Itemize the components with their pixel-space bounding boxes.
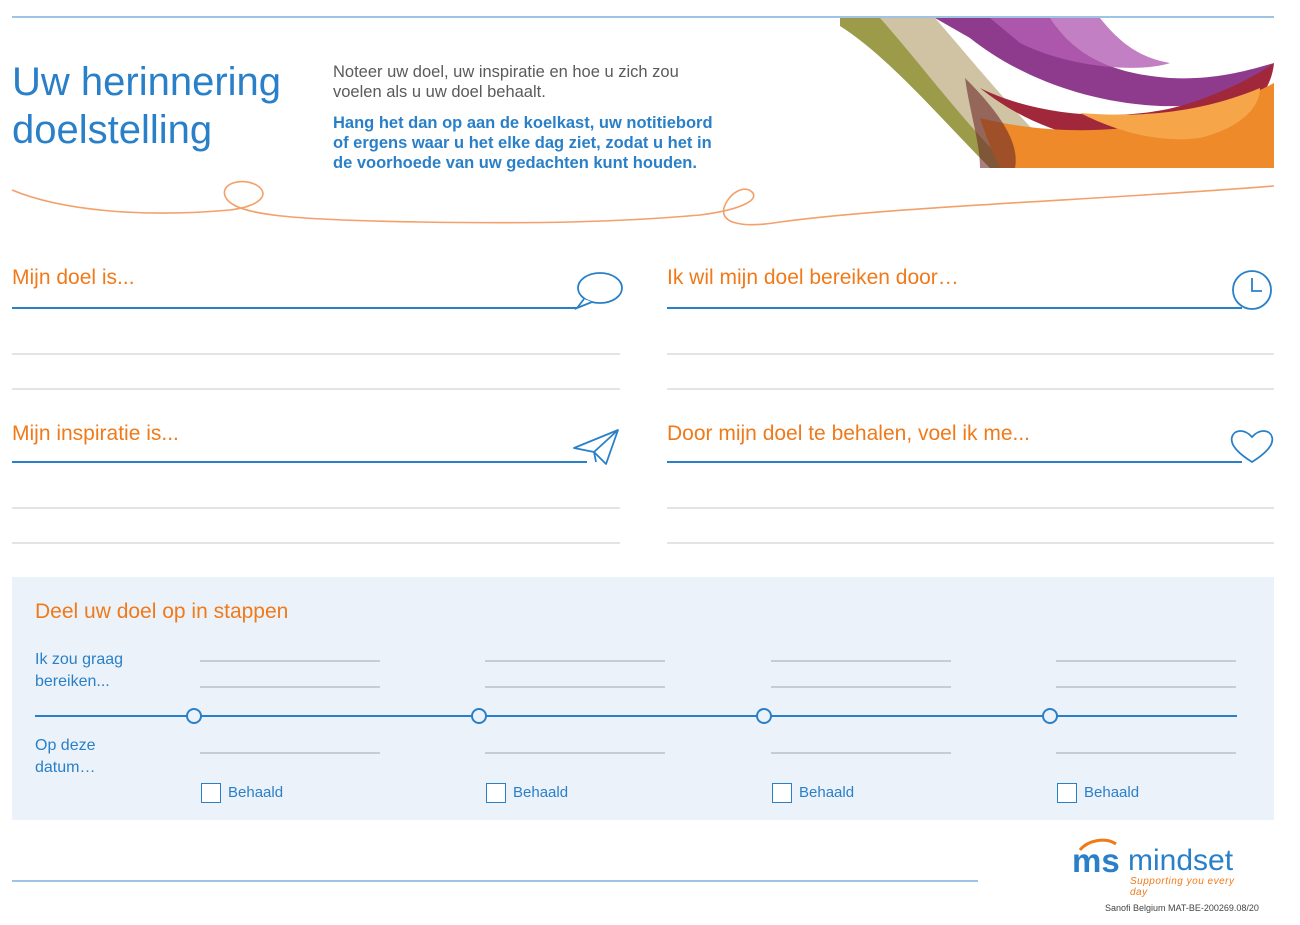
emphasis-line-2: of ergens waar u het elke dag ziet, zodat u het in bbox=[333, 134, 712, 152]
logo-short: ms bbox=[1072, 842, 1120, 879]
paper-plane-icon bbox=[570, 424, 622, 468]
feeling-write-line-2[interactable] bbox=[667, 542, 1274, 544]
step-2-goal-line-1[interactable] bbox=[485, 660, 665, 662]
step-1-goal-line-2[interactable] bbox=[200, 686, 380, 688]
feeling-write-line-1[interactable] bbox=[667, 507, 1274, 509]
achieve-underline bbox=[667, 307, 1242, 309]
page-title bbox=[12, 58, 281, 154]
step-3-date-line[interactable] bbox=[771, 752, 951, 754]
step-4-date-line[interactable] bbox=[1056, 752, 1236, 754]
steps-achieve-label bbox=[35, 649, 123, 693]
intro-line-2: voelen als u uw doel behaalt. bbox=[333, 83, 546, 101]
inspiration-underline bbox=[12, 461, 587, 463]
clock-icon bbox=[1224, 266, 1276, 310]
achieve-write-line-2[interactable] bbox=[667, 388, 1274, 390]
steps-achieve-label-line-1: Ik zou graag bbox=[35, 651, 124, 668]
timeline-node-1 bbox=[186, 708, 202, 724]
intro-line-1: Noteer uw doel, uw inspiratie en hoe u zich zou bbox=[333, 63, 679, 81]
ms-mindset-logo bbox=[1072, 842, 1252, 898]
steps-date-label-line-2: datum… bbox=[35, 759, 96, 776]
step-3-goal-line-1[interactable] bbox=[771, 660, 951, 662]
timeline-node-4 bbox=[1042, 708, 1058, 724]
steps-title: Deel uw doel op in stappen bbox=[35, 600, 289, 623]
step-4-achieved-label: Behaald bbox=[1084, 784, 1140, 801]
title-line-1: Uw herinnering bbox=[12, 60, 282, 104]
inspiration-label: Mijn inspiratie is... bbox=[12, 422, 179, 445]
step-3-achieved-checkbox[interactable] bbox=[772, 783, 792, 803]
step-1-achieved-checkbox[interactable] bbox=[201, 783, 221, 803]
goal-write-line-1[interactable] bbox=[12, 353, 620, 355]
step-2-date-line[interactable] bbox=[485, 752, 665, 754]
bottom-divider bbox=[12, 880, 978, 882]
intro-text bbox=[333, 62, 773, 102]
heart-icon bbox=[1226, 424, 1278, 468]
inspiration-write-line-1[interactable] bbox=[12, 507, 620, 509]
step-4-goal-line-2[interactable] bbox=[1056, 686, 1236, 688]
goal-write-line-2[interactable] bbox=[12, 388, 620, 390]
title-line-2: doelstelling bbox=[12, 108, 213, 152]
intro-emphasis bbox=[333, 113, 773, 173]
step-2-goal-line-2[interactable] bbox=[485, 686, 665, 688]
goal-underline bbox=[12, 307, 577, 309]
step-4-achieved-checkbox[interactable] bbox=[1057, 783, 1077, 803]
achieve-write-line-1[interactable] bbox=[667, 353, 1274, 355]
steps-date-label-line-1: Op deze bbox=[35, 737, 96, 754]
steps-achieve-label-line-2: bereiken... bbox=[35, 673, 110, 690]
achieve-label: Ik wil mijn doel bereiken door… bbox=[667, 266, 959, 289]
step-3-achieved-label: Behaald bbox=[799, 784, 855, 801]
logo-tagline: Supporting you every day bbox=[1130, 876, 1235, 898]
step-1-achieved-label: Behaald bbox=[228, 784, 284, 801]
step-1-date-line[interactable] bbox=[200, 752, 380, 754]
timeline-node-2 bbox=[471, 708, 487, 724]
feeling-underline bbox=[667, 461, 1242, 463]
speech-bubble-icon bbox=[572, 268, 624, 312]
feeling-label: Door mijn doel te behalen, voel ik me... bbox=[667, 422, 1031, 445]
decorative-swirl bbox=[0, 170, 1300, 240]
step-2-achieved-checkbox[interactable] bbox=[486, 783, 506, 803]
step-3-goal-line-2[interactable] bbox=[771, 686, 951, 688]
step-2-achieved-label: Behaald bbox=[513, 784, 569, 801]
goal-label: Mijn doel is... bbox=[12, 266, 135, 289]
logo-name: mindset bbox=[1128, 844, 1234, 877]
steps-date-label bbox=[35, 735, 95, 779]
emphasis-line-3: de voorhoede van uw gedachten kunt houden. bbox=[333, 154, 697, 172]
footer-reference: Sanofi Belgium MAT-BE-200269.08/20 bbox=[1105, 903, 1259, 913]
timeline-node-3 bbox=[756, 708, 772, 724]
step-1-goal-line-1[interactable] bbox=[200, 660, 380, 662]
inspiration-write-line-2[interactable] bbox=[12, 542, 620, 544]
decorative-ribbons bbox=[840, 18, 1274, 168]
emphasis-line-1: Hang het dan op aan de koelkast, uw notitiebord bbox=[333, 114, 713, 132]
step-4-goal-line-1[interactable] bbox=[1056, 660, 1236, 662]
